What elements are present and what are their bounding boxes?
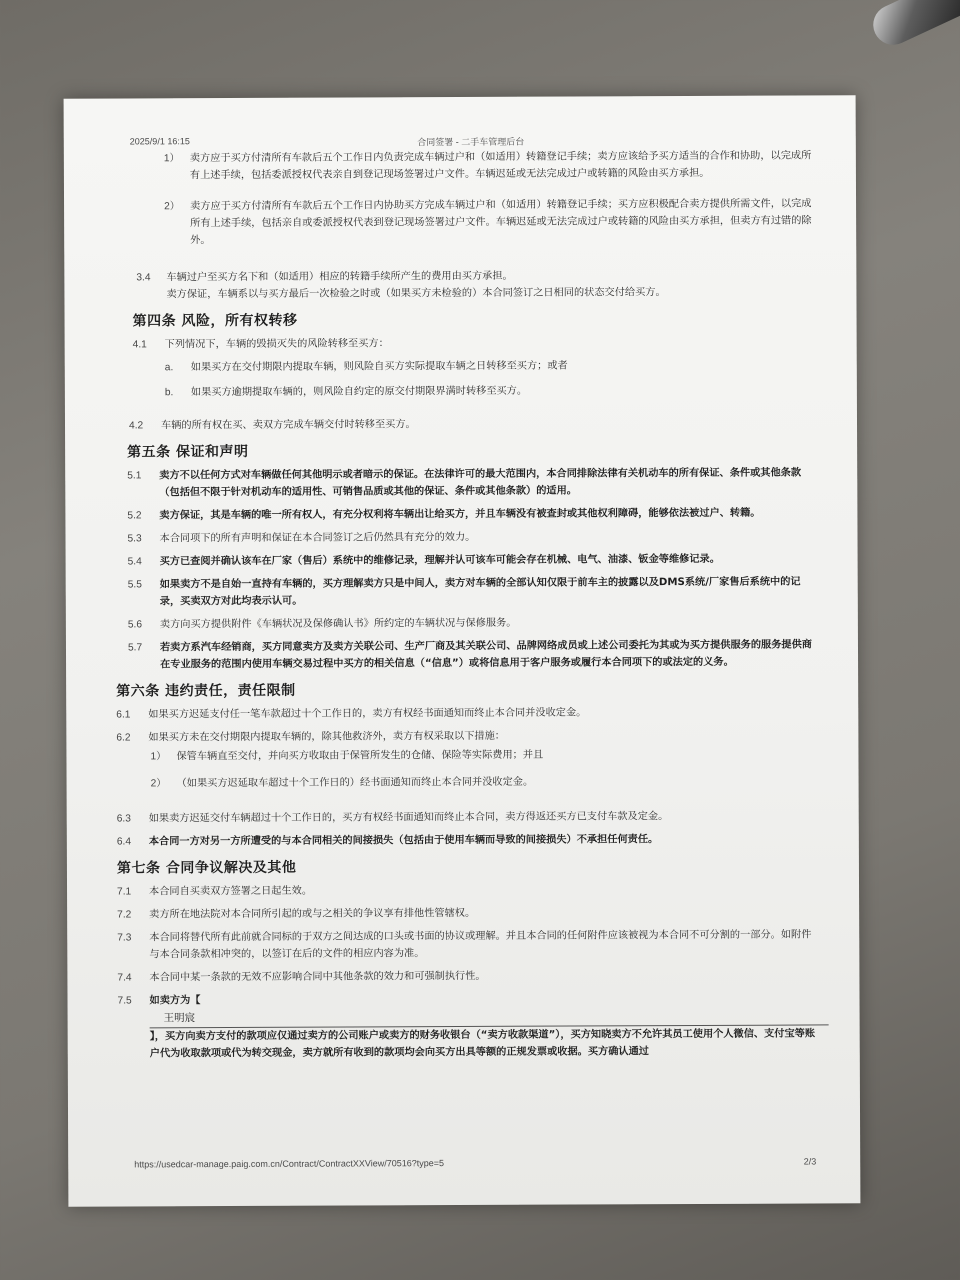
section-7-title: 第七条 合同争议解决及其他 <box>116 859 297 877</box>
clause-4-1-a: a. 如果买方在交付期限内提取车辆，则风险自买方实际提取车辆之日转移至买方；或者 <box>164 360 568 374</box>
clause-7-1: 7.1 本合同自买卖双方签署之日起生效。 <box>117 885 313 898</box>
clause-4-2: 4.2 车辆的所有权在买、卖双方完成车辆交付时转移至买方。 <box>128 419 416 432</box>
clause-5-6: 5.6 卖方向买方提供附件《车辆状况及保修确认书》所约定的车辆状况与保修服务。 <box>127 617 517 631</box>
clause-6-2: 6.2 如果买方未在交付期限内提取车辆的，除其他救济外，卖方有权采取以下措施： <box>116 730 505 744</box>
clause-5-2: 5.2 卖方保证，其是车辆的唯一所有权人，有充分权利将车辆出让给买方，并且车辆没有被查封或其他权利障碍，能够依法被过户、转籍。 <box>127 507 761 522</box>
clause-5-1: 5.1 卖方不以任何方式对车辆做任何其他明示或者暗示的保证。在法律许可的最大范围内，本合同排除法律有关机动车的所有保证、条件或其他条款（包括但不限于针对机动车的适用性、可销售品质或其他的保证、条件或其他条款）的适用。 <box>127 467 802 499</box>
clause-6-2-2: 2） （如果买方迟延取车超过十个工作日的）经书面通知而终止本合同并没收定金。 <box>150 776 534 790</box>
clause-6-3: 6.3 如果卖方迟延交付车辆超过十个工作日的，买方有权经书面通知而终止本合同，卖方得返还买方已支付车款及定金。 <box>116 811 669 825</box>
clause-3-4: 3.4 车辆过户至买方名下和（如适用）相应的转籍手续所产生的费用由买方承担。 卖方保证，车辆系以与买方最后一次检验之时或（如果买方未检验的）本合同签订之日相同的状态交付给买方。 <box>136 270 666 301</box>
page-footer <box>134 1156 816 1169</box>
seller-name-field: 王明宸 <box>150 1006 829 1028</box>
contract-page <box>64 95 861 1206</box>
pen-object <box>867 0 960 51</box>
section-6-title: 第六条 违约责任，责任限制 <box>116 682 296 700</box>
clause-5-5: 5.5 如果卖方不是自始一直持有车辆的，买方理解卖方只是中间人，卖方对车辆的全部认知仅限于前车主的披露以及DMS系统/厂家售后系统中的记录，买卖双方对此均表示认可。 <box>127 576 801 608</box>
clause-item: 1） 卖方应于买方付清所有车款后五个工作日内负责完成车辆过户和（如适用）转籍登记手续；卖方应该给予买方适当的合作和协助，以完成所有上述手续，包括委派授权代表亲自到登记现场签署过户文件。车辆迟延或无法完成过户或转籍的风险由买方承担。 <box>163 150 812 182</box>
clause-6-1: 6.1 如果买方迟延支付任一笔车款超过十个工作日的，卖方有权经书面通知而终止本合同并没收定金。 <box>116 707 587 721</box>
clause-4-1: 4.1 下列情况下，车辆的毁损灭失的风险转移至买方： <box>132 338 389 351</box>
contract-body <box>114 147 818 1068</box>
clause-5-7: 5.7 若卖方系汽车经销商，买方同意卖方及卖方关联公司、生产厂商及其关联公司、品牌网络成员或上述公司委托为其或为买方提供服务的服务提供商在专业服务的范围内使用车辆交易过程中买方的相关信息（“信息”）或将信息用于客户服务或履行本合同项下的或法定的义务。 <box>127 639 813 671</box>
header-datetime: 2025/9/1 16:15 <box>129 136 190 147</box>
section-5-title: 第五条 保证和声明 <box>127 443 249 461</box>
clause-6-4: 6.4 本合同一方对另一方所遭受的与本合同相关的间接损失（包括由于使用车辆而导致的间接损失）不承担任何责任。 <box>116 834 659 848</box>
clause-7-4: 7.4 本合同中某一条款的无效不应影响合同中其他条款的效力和可强制执行性。 <box>117 970 486 984</box>
clause-5-4: 5.4 买方已查阅并确认该车在厂家（售后）系统中的维修记录，理解并认可该车可能会存在机械、电气、油漆、钣金等维修记录。 <box>127 553 720 568</box>
clause-7-5-continued: 】，买方向卖方支付的款项应仅通过卖方的公司账户或卖方的财务收银台（“卖方收款渠道”），买方知晓卖方不允许其员工使用个人微信、支付宝等账户代为收取款项或代为转交现金，卖方就所有收到的款项均会向买方出具等额的正规发票或收据。买方确认通过 <box>149 1028 816 1060</box>
section-4-title: 第四条 风险，所有权转移 <box>132 312 298 330</box>
clause-7-3: 7.3 本合同将替代所有此前就合同标的于双方之间达成的口头或书面的协议或理解。并且本合同的任何附件应该被视为本合同不可分割的一部分。如附件与本合同条款相冲突的，以签订在后的文件的相应内容为准。 <box>117 929 812 961</box>
page-number: 2/3 <box>803 1156 817 1167</box>
header-title: 合同签署 - 二手车管理后台 <box>417 136 525 148</box>
footer-url: https://usedcar-manage.paig.com.cn/Contract/ContractXXView/70516?type=5 <box>134 1158 445 1170</box>
clause-5-3: 5.3 本合同项下的所有声明和保证在本合同签订之后仍然具有充分的效力。 <box>127 531 476 545</box>
clause-6-2-1: 1） 保管车辆直至交付，并向买方收取由于保管所发生的仓储、保险等实际费用；并且 <box>150 749 544 763</box>
page-header <box>130 133 812 146</box>
clause-4-1-b: b. 如果买方逾期提取车辆的，则风险自约定的原交付期限界满时转移至买方。 <box>164 385 528 399</box>
clause-7-5: 7.5 如卖方为【 <box>117 995 201 1007</box>
clause-7-2: 7.2 卖方所在地法院对本合同所引起的或与之相关的争议享有排他性管辖权。 <box>117 907 476 921</box>
clause-item: 2） 卖方应于买方付清所有车款后五个工作日内协助买方完成车辆过户和（如适用）转籍登记手续；买方应积极配合卖方提供所需文件，以完成所有上述手续，包括亲自或委派授权代表到登记现场签署过户文件。车辆迟延或无法完成过户或转籍的风险由买方承担，但卖方有过错的除外。 <box>164 198 812 247</box>
